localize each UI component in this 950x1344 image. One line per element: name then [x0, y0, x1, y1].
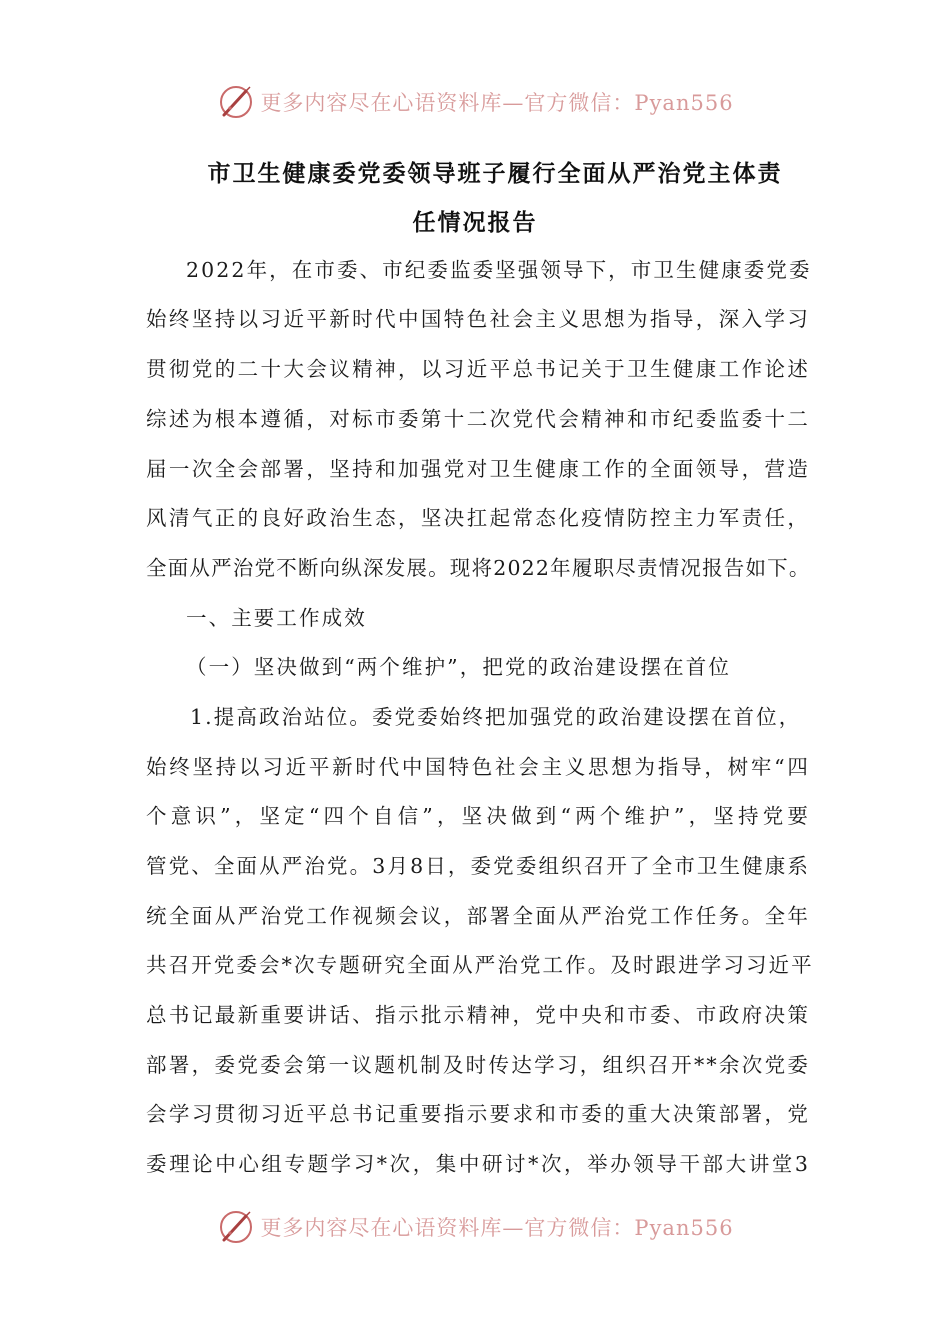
watermark-text: 更多内容尽在心语资料库—官方微信：Pyan556 — [260, 91, 734, 115]
paragraph-line: 2022年，在市委、市纪委监委坚强领导下，市卫生健康委党委 — [186, 258, 812, 282]
paragraph-line: 委理论中心组专题学习*次，集中研讨*次，举办领导干部大讲堂3 — [146, 1152, 810, 1176]
paragraph-line: 始终坚持以习近平新时代中国特色社会主义思想为指导，树牢“四 — [146, 755, 810, 779]
paragraph-line: 会学习贯彻习近平总书记重要指示要求和市委的重大决策部署，党 — [146, 1102, 810, 1126]
paragraph-line: 届一次全会部署，坚持和加强党对卫生健康工作的全面领导，营造 — [146, 457, 810, 481]
header-watermark-banner — [0, 80, 950, 124]
footer-watermark-banner — [0, 1205, 950, 1249]
paragraph-line: 全面从严治党不断向纵深发展。现将2022年履职尽责情况报告如下。 — [146, 556, 811, 580]
paragraph-line: 管党、全面从严治党。3月8日，委党委组织召开了全市卫生健康系 — [146, 854, 810, 878]
document-title-line-1: 市卫生健康委党委领导班子履行全面从严治党主体责 — [207, 161, 783, 187]
pen-logo-icon — [216, 1207, 256, 1247]
pen-logo-icon — [216, 82, 256, 122]
document-title-line-2: 任情况报告 — [412, 210, 538, 236]
section-heading: 一、主要工作成效 — [186, 606, 367, 630]
paragraph-line: 1.提高政治站位。委党委始终把加强党的政治建设摆在首位， — [190, 705, 802, 729]
watermark-text: 更多内容尽在心语资料库—官方微信：Pyan556 — [260, 1216, 734, 1240]
paragraph-line: 总书记最新重要讲话、指示批示精神，党中央和市委、市政府决策 — [146, 1003, 810, 1027]
paragraph-line: 贯彻党的二十大会议精神，以习近平总书记关于卫生健康工作论述 — [146, 357, 810, 381]
paragraph-line: 部署，委党委会第一议题机制及时传达学习，组织召开**余次党委 — [146, 1053, 810, 1077]
paragraph-line: 统全面从严治党工作视频会议，部署全面从严治党工作任务。全年 — [146, 904, 810, 928]
paragraph-line: 个意识”，坚定“四个自信”，坚决做到“两个维护”，坚持党要 — [146, 804, 810, 828]
paragraph-line: 始终坚持以习近平新时代中国特色社会主义思想为指导，深入学习 — [146, 307, 810, 331]
paragraph-line: 综述为根本遵循，对标市委第十二次党代会精神和市纪委监委十二 — [146, 407, 810, 431]
paragraph-line: 共召开党委会*次专题研究全面从严治党工作。及时跟进学习习近平 — [146, 953, 814, 977]
subsection-heading: （一）坚决做到“两个维护”，把党的政治建设摆在首位 — [186, 655, 731, 679]
paragraph-line: 风清气正的良好政治生态，坚决扛起常态化疫情防控主力军责任， — [146, 506, 810, 530]
